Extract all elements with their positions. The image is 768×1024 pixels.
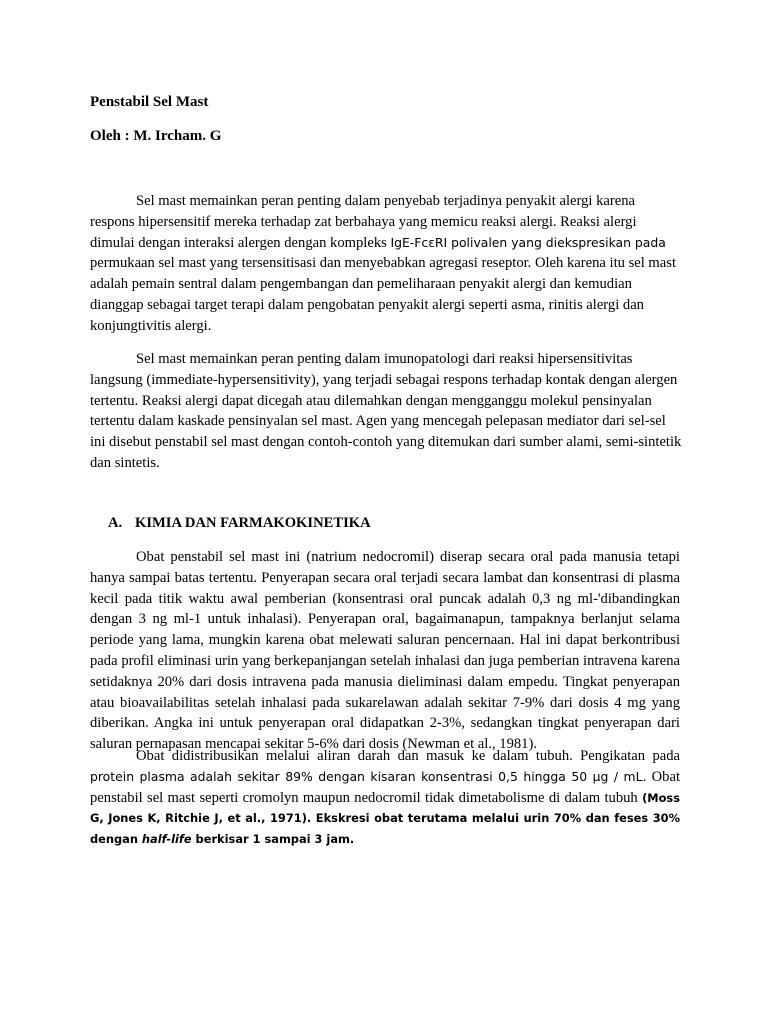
- intro-p1-text-b: IgE-FcεRI polivalen yang diekspresikan pada: [390, 234, 666, 250]
- section-p2-text-a: Obat didistribusikan melalui aliran darah dan masuk ke dalam tubuh. Pengikatan pada: [136, 748, 680, 764]
- half-life-term: half-life: [141, 832, 192, 847]
- intro-paragraph-2: Sel mast memainkan peran penting dalam imunopatologi dari reaksi hipersensitivitas langsung (immediate-hypersensitivity), yang terjadi sebagai respons terhadap kontak dengan alergen tertentu. Reaksi alergi dapat dicegah atau dilemahkan dengan mengganggu molekul pensinyalan tertentu dalam kaskade pensinyalan sel mast. Agen yang mencegah pelepasan mediator dari sel-sel ini disebut penstabil sel mast dengan contoh-contoh yang ditemukan dari sumber alami, semi-sintetik dan sintetis.: [90, 351, 682, 471]
- section-p2-text-c: Obat penstabil sel mast seperti cromolyn maupun nedocromil tidak dimetabolisme di dalam tubuh: [90, 768, 680, 806]
- section-paragraph-2: [90, 746, 680, 850]
- section-p2-text-b: protein plasma adalah sekitar 89% dengan kisaran konsentrasi 0,5 hingga 50 μg / mL.: [90, 768, 647, 784]
- intro-p1-text-c: permukaan sel mast yang tersensitisasi dan menyebabkan agregasi reseptor. Oleh karena itu sel mast adalah pemain sentral dalam pengembangan dan pemeliharaan penyakit alergi dan kemudian dianggap sebagai target terapi dalam pengobatan penyakit alergi seperti asma, rinitis alergi dan konjungtivitis alergi.: [90, 255, 676, 334]
- section-title: KIMIA DAN FARMAKOKINETIKA: [135, 515, 371, 531]
- citation-text: (Moss G, Jones K, Ritchie J, et al., 1971). Ekskresi obat terutama melalui urin 70% dan feses 30% dengan: [90, 790, 680, 847]
- intro-paragraph-1: [90, 191, 683, 337]
- document-title: Penstabil Sel Mast: [90, 94, 209, 110]
- section-heading: [108, 515, 371, 532]
- intro-p1-text-a: Sel mast memainkan peran penting dalam penyebab terjadinya penyakit alergi karena respons hipersensitif mereka terhadap zat berbahaya yang memicu reaksi alergi. Reaksi alergi dimulai dengan interaksi alergen dengan kompleks: [90, 193, 637, 251]
- document-author: Oleh : M. Ircham. G: [90, 128, 222, 144]
- section-paragraph-1: Obat penstabil sel mast ini (natrium nedocromil) diserap secara oral pada manusia tetapi hanya sampai batas tertentu. Penyerapan secara oral terjadi secara lambat dan konsentrasi di plasma kecil pada titik waktu awal pemberian (konsentrasi oral puncak adalah 0,3 ng ml-'dibandingkan dengan 3 ng ml-1 untuk inhalasi). Penyerapan oral, bagaimanapun, tampaknya berlanjut selama periode yang lama, mungkin karena obat melewati saluran pencernaan. Hal ini dapat berkontribusi pada profil eliminasi urin yang berkepanjangan setelah inhalasi dan juga pemberian intravena karena setidaknya 20% dari dosis intravena pada manusia dieliminasi dalam empedu. Tingkat penyerapan atau bioavailabilitas setelah inhalasi pada sukarelawan adalah sekitar 7-9% dari dosis 4 mg yang diberikan. Angka ini untuk penyerapan oral didapatkan 2-3%, sedangkan tingkat penyerapan dari saluran pernapasan mencapai sekitar 5-6% dari dosis (Newman et al., 1981).: [90, 549, 680, 753]
- section-p2-text-f: berkisar 1 sampai 3 jam.: [191, 832, 355, 847]
- section-number: A.: [108, 515, 123, 531]
